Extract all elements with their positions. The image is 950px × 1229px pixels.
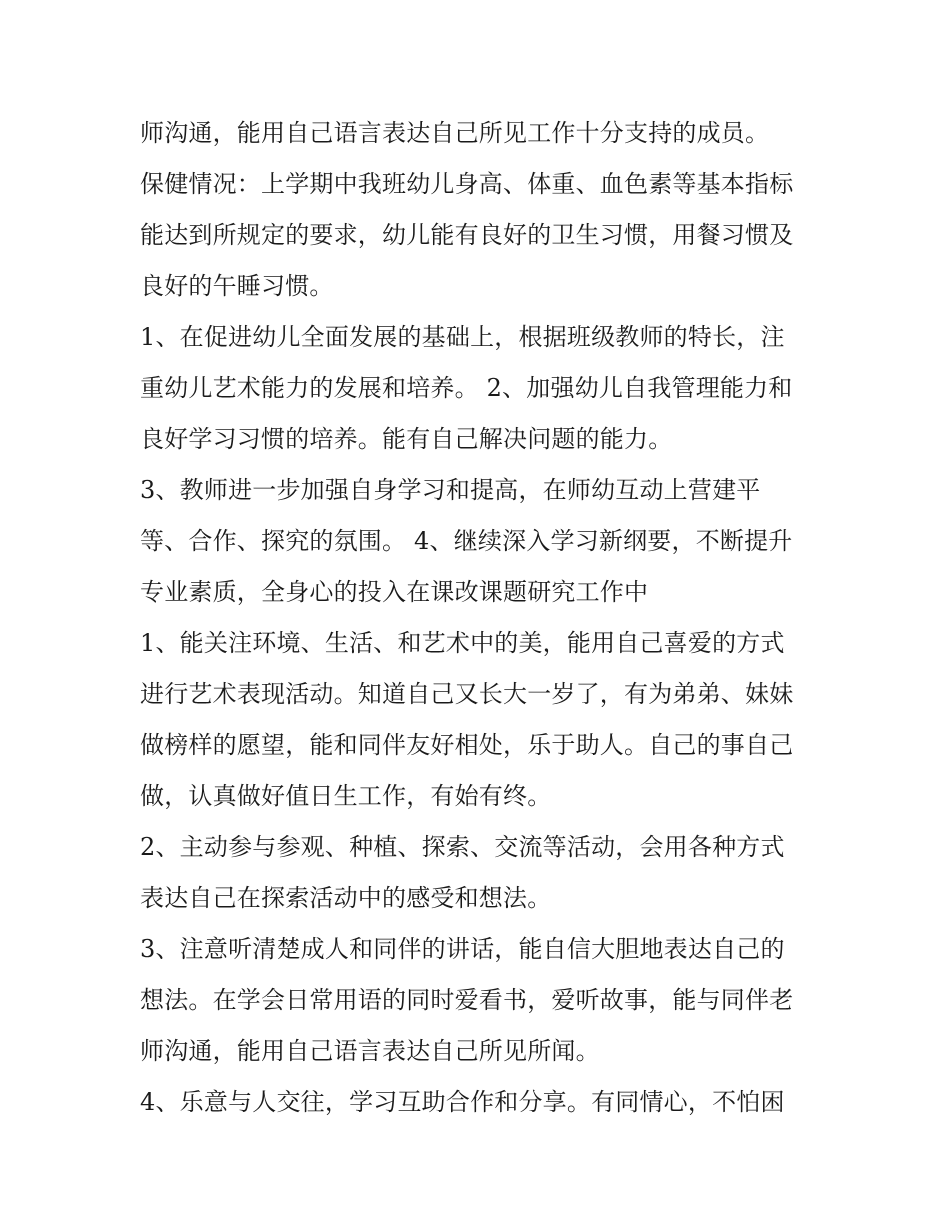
text-line: 3、注意听清楚成人和同伴的讲话，能自信大胆地表达自己的 — [140, 935, 785, 963]
text-line: 师沟通，能用自己语言表达自己所见工作十分支持的成员。 — [140, 119, 770, 147]
text-line: 3、教师进一步加强自身学习和提高，在师幼互动上营建平 — [140, 476, 761, 504]
text-line: 做榜样的愿望，能和同伴友好相处，乐于助人。自己的事自己 — [140, 731, 794, 759]
text-line: 想法。在学会日常用语的同时爱看书，爱听故事，能与同伴老 — [140, 986, 794, 1014]
text-line: 4、乐意与人交往，学习互助合作和分享。有同情心，不怕困 — [140, 1088, 785, 1116]
text-line: 良好学习习惯的培养。能有自己解决问题的能力。 — [140, 425, 673, 453]
text-line: 做，认真做好值日生工作，有始有终。 — [140, 782, 552, 810]
text-line: 1、在促进幼儿全面发展的基础上，根据班级教师的特长，注 — [140, 323, 785, 351]
text-line: 师沟通，能用自己语言表达自己所见所闻。 — [140, 1037, 600, 1065]
text-line: 进行艺术表现活动。知道自己又长大一岁了，有为弟弟、妹妹 — [140, 680, 794, 708]
text-line: 良好的午睡习惯。 — [140, 272, 334, 300]
text-line: 重幼儿艺术能力的发展和培养。 2、加强幼儿自我管理能力和 — [140, 374, 793, 402]
text-line: 专业素质，全身心的投入在课改课题研究工作中 — [140, 578, 649, 606]
document-body — [140, 108, 840, 1128]
text-line: 1、能关注环境、生活、和艺术中的美，能用自己喜爱的方式 — [140, 629, 785, 657]
text-line: 等、合作、探究的氛围。 4、继续深入学习新纲要，不断提升 — [140, 527, 793, 555]
text-line: 2、主动参与参观、种植、探索、交流等活动，会用各种方式 — [140, 833, 785, 861]
text-line: 表达自己在探索活动中的感受和想法。 — [140, 884, 552, 912]
text-line: 保健情况：上学期中我班幼儿身高、体重、血色素等基本指标 — [140, 170, 794, 198]
text-line: 能达到所规定的要求，幼儿能有良好的卫生习惯，用餐习惯及 — [140, 221, 794, 249]
